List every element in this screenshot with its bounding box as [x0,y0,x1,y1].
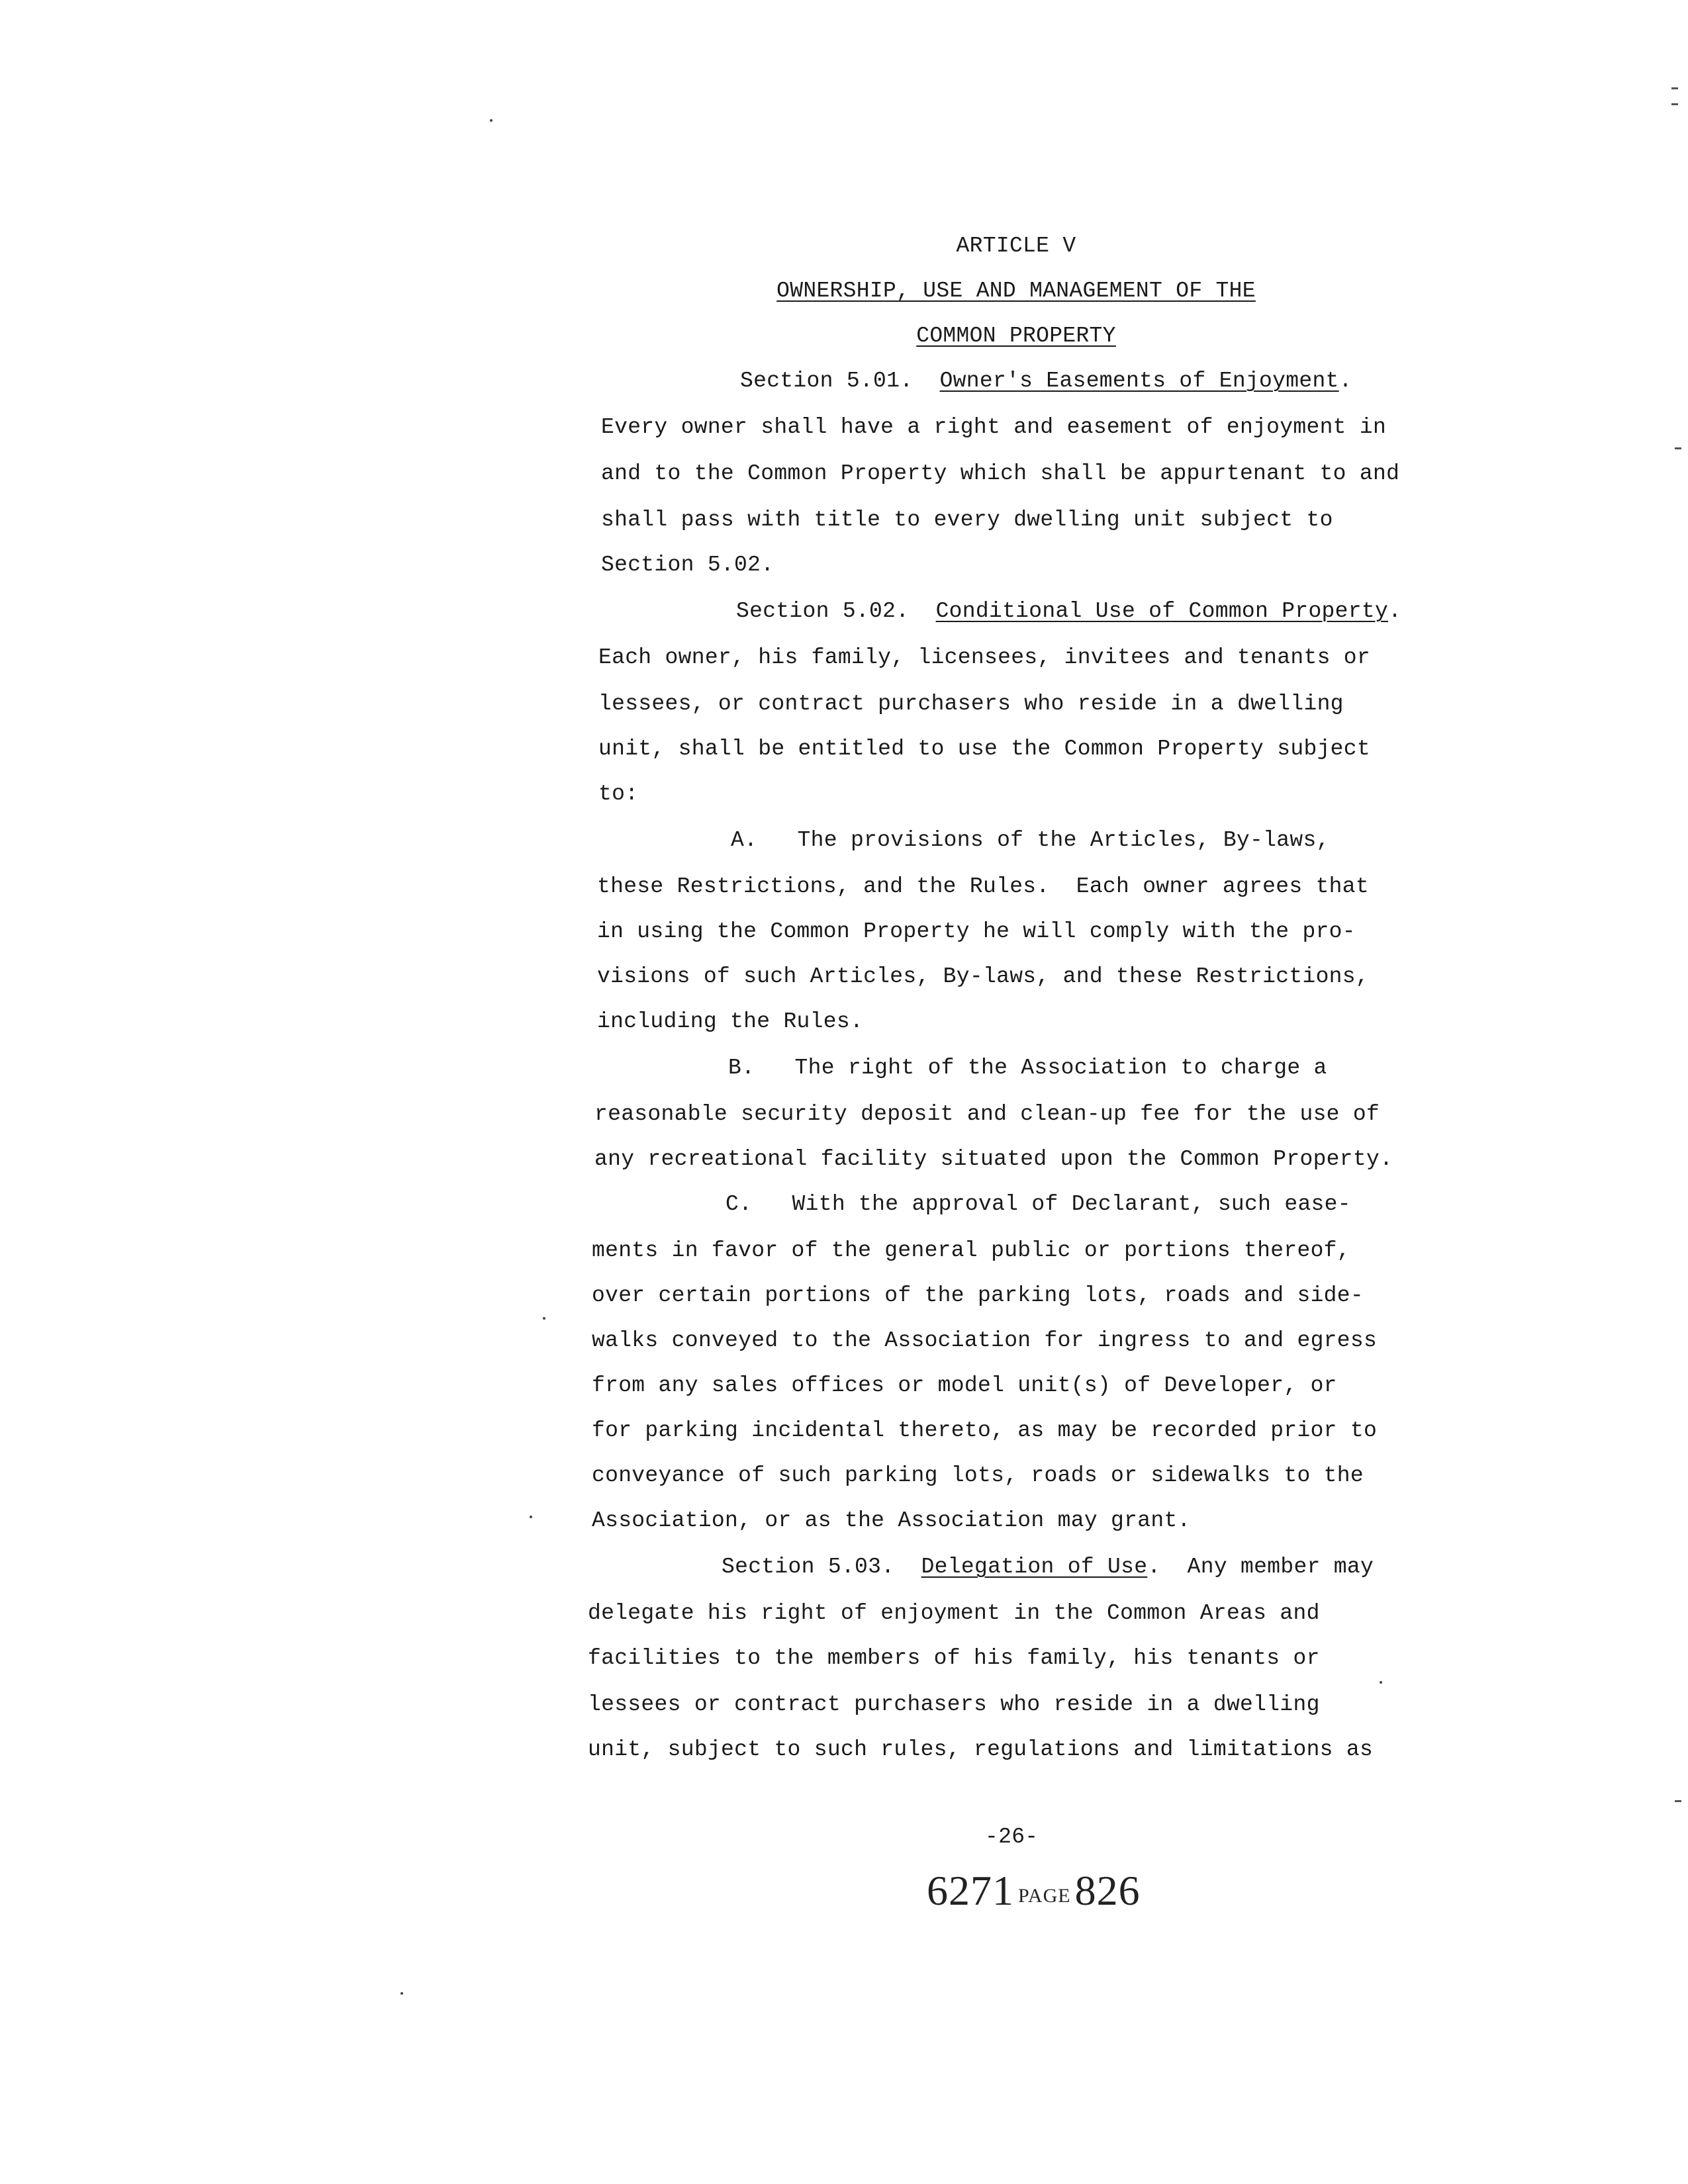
item-c-line: ments in favor of the general public or portions thereof, [592,1238,1350,1263]
scan-speck [490,119,492,122]
section-501-line: Every owner shall have a right and easement of enjoyment in [601,415,1387,439]
item-a-line: including the Rules. [597,1009,864,1034]
section-503-line: facilities to the members of his family, his tenants or [588,1646,1320,1670]
section-501-line: Section 5.02. [601,553,774,577]
item-a-line: in using the Common Property he will comply with the pro- [597,919,1356,944]
item-b-line: reasonable security deposit and clean-up fee for the use of [594,1102,1380,1126]
scan-edge-mark [1675,1800,1681,1802]
section-502-line: Each owner, his family, licensees, invitees and tenants or [598,645,1370,670]
item-c-line: over certain portions of the parking lots, roads and side- [592,1283,1364,1308]
item-letter: B. [728,1056,755,1080]
item-c-first-line: C. With the approval of Declarant, such ease- [726,1192,1351,1216]
section-502-heading: Section 5.02. Conditional Use of Common Property. [736,599,1402,623]
section-title: Conditional Use of Common Property [935,599,1389,623]
item-b-line: any recreational facility situated upon the Common Property. [594,1147,1393,1171]
section-number: Section 5.02. [736,599,910,623]
section-503-line: unit, subject to such rules, regulations and limitations as [588,1737,1374,1762]
item-a-first-line: A. The provisions of the Articles, By-laws, [731,828,1330,852]
scan-edge-mark [1671,87,1678,89]
section-502-line: lessees, or contract purchasers who reside in a dwelling [598,692,1344,716]
section-502-line: to: [598,782,639,806]
section-title: Delegation of Use [921,1555,1148,1579]
article-title-line1: OWNERSHIP, USE AND MANAGEMENT OF THE [776,279,1256,303]
scan-speck [543,1317,545,1320]
stamp-mark: PAGE [1018,1885,1071,1907]
item-b-first-line: B. The right of the Association to charge a [728,1056,1327,1080]
section-503-line: lessees or contract purchasers who reside in a dwelling [588,1692,1320,1717]
scan-edge-mark [1671,103,1678,105]
scan-edge-mark [1675,447,1681,449]
section-title: Owner's Easements of Enjoyment [939,369,1339,393]
item-c-line: from any sales offices or model unit(s) of Developer, or [592,1373,1337,1398]
article-title-line2: COMMON PROPERTY [916,324,1116,348]
section-501-heading: Section 5.01. Owner's Easements of Enjoyment. [740,369,1352,393]
item-a-line: visions of such Articles, By-laws, and these Restrictions, [597,964,1369,989]
item-c-line: for parking incidental thereto, as may be recorded prior to [592,1418,1378,1443]
page-number: -26- [985,1825,1039,1849]
article-number: ARTICLE V [956,234,1076,258]
item-c-line: walks conveyed to the Association for ingress to and egress [592,1328,1378,1353]
section-503-heading: Section 5.03. Delegation of Use. Any member may [722,1555,1374,1579]
item-a-line: these Restrictions, and the Rules. Each owner agrees that [597,874,1369,899]
section-503-line: delegate his right of enjoyment in the Common Areas and [588,1601,1320,1625]
item-letter: A. [731,828,758,852]
section-502-line: unit, shall be entitled to use the Common Property subject [598,737,1370,761]
stamp-page: 826 [1074,1867,1141,1914]
item-c-line: Association, or as the Association may grant. [592,1508,1191,1533]
item-letter: C. [726,1192,753,1216]
scan-speck [530,1516,532,1518]
recording-stamp [927,1866,1141,1915]
section-number: Section 5.03. [722,1555,895,1579]
item-c-line: conveyance of such parking lots, roads or sidewalks to the [592,1463,1364,1488]
section-501-line: and to the Common Property which shall be appurtenant to and [601,461,1400,486]
stamp-book: 6271 [927,1867,1014,1914]
scan-speck [400,1992,403,1995]
section-number: Section 5.01. [740,369,914,393]
scan-speck [1380,1681,1382,1684]
section-501-line: shall pass with title to every dwelling unit subject to [601,508,1333,532]
